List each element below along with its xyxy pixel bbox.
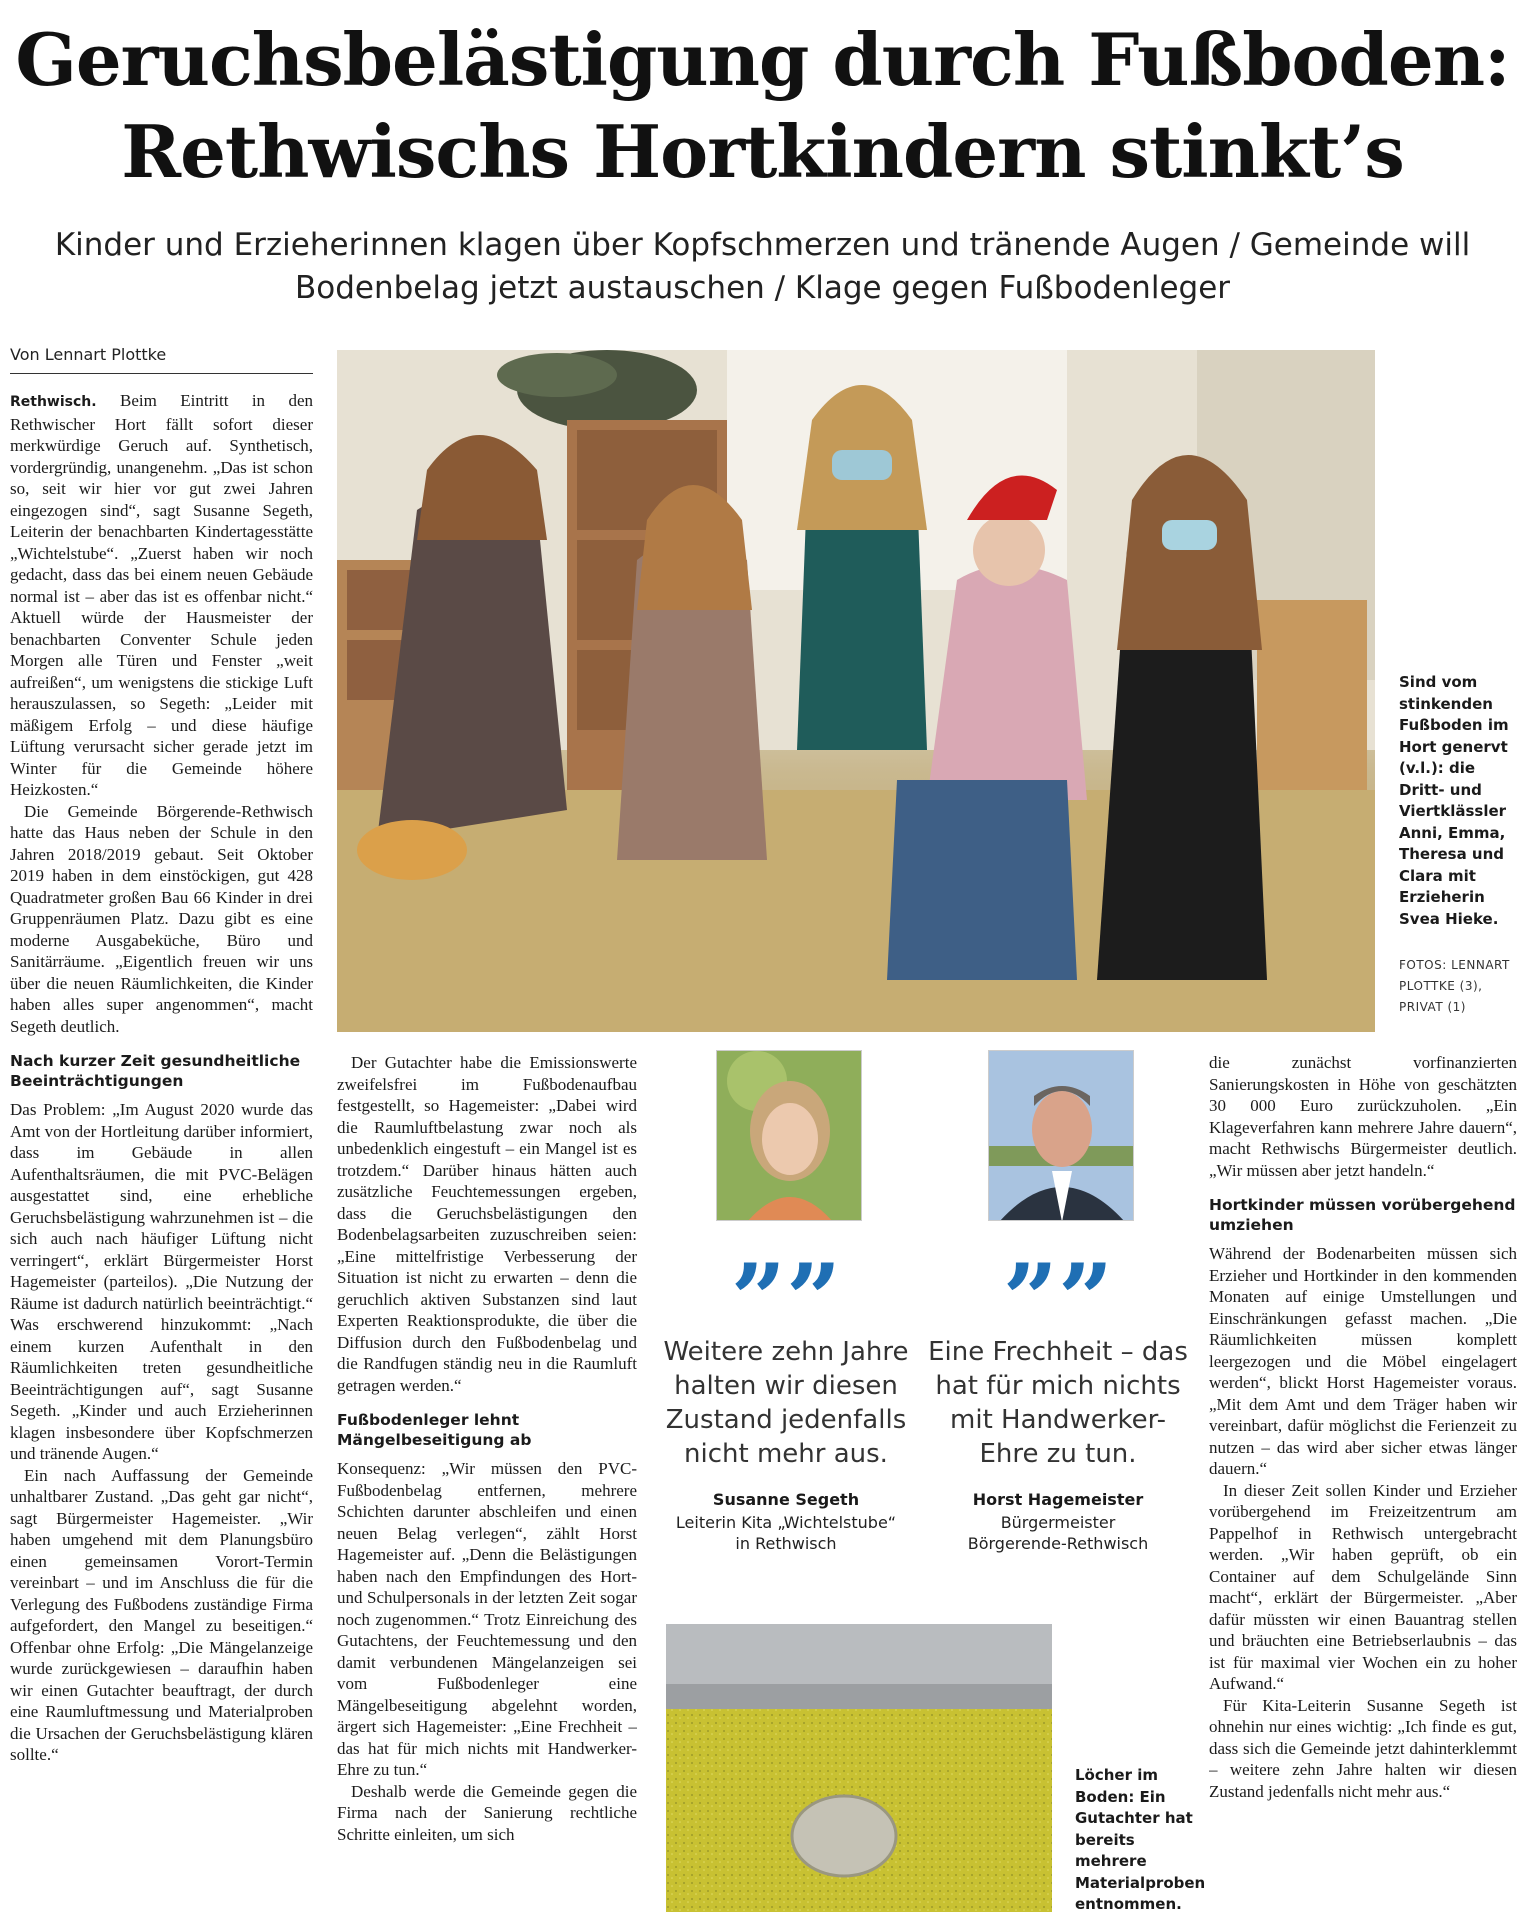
role-line-2: in Rethwisch xyxy=(735,1534,837,1553)
photo-credit: FOTOS: LENNART PLOTTKE (3), PRIVAT (1) xyxy=(1399,958,1510,1014)
portrait-susanne-segeth xyxy=(716,1050,862,1221)
article-column-2 xyxy=(337,1052,637,1912)
section-heading: Hortkinder müssen vorübergehend umziehen xyxy=(1209,1196,1516,1234)
floor-photo xyxy=(666,1624,1052,1912)
subheadline xyxy=(0,224,1525,310)
quote-author-role xyxy=(923,1512,1193,1554)
paragraph-text: Beim Eintritt in den Rethwischer Hort fällt sofort dieser merkwürdige Geruch auf. Synthetisch, vordergründig, unangenehm. „Das ist schon so, seit wir hier vor gut zwei Jahren eingezogen sind“, sagt Susanne Segeth, Leiterin der benachbarten Kindertagesstätte „Wichtelstube“. „Zuerst haben wir noch gedacht, dass das bei einem neuen Gebäude normal ist – aber das ist es offenbar nicht.“ Aktuell würde der Hausmeister der benachbarten Conventer Schule jeden Morgen alle Türen und Fenster „weit aufreißen“, um wenigstens die stickige Luft herauszulassen, so Segeth: „Leider mit mäßigem Erfolg – und diese häufige Lüftung verursacht sicher gerade jetzt im Winter für die Gemeinde höhere Heizkosten.“ xyxy=(10,391,313,799)
main-photo xyxy=(337,350,1375,1032)
quote-icon xyxy=(726,1243,846,1356)
portrait-image xyxy=(717,1051,862,1221)
article-column-4 xyxy=(1209,1052,1517,1912)
subheadline-line-2: Bodenbelag jetzt austauschen / Klage gegen Fußbodenleger xyxy=(294,270,1231,306)
paragraph: Ein nach Auffassung der Gemeinde unhaltbarer Zustand. „Das geht gar nicht“, sagt Bürgermeister Hagemeister. „Wir haben umgehend mit dem Planungsbüro einen gemeinsamen Vorort-Termin vereinbart – und im Anschluss die für die Verlegung des Fußbodens zuständige Firma aufgefordert, den Mangel zu beseitigen.“ Offenbar ohne Erfolg: „Die Mängelanzeige wurde zurückgewiesen – daraufhin haben wir einen Gutachter beauftragt, der durch eine Raumluftmessung und Materialproben die Ursachen der Geruchsbelästigung klären sollte.“ xyxy=(10,1465,313,1764)
dateline: Rethwisch. xyxy=(10,394,97,410)
role-line-2: Börgerende-Rethwisch xyxy=(967,1534,1149,1553)
paragraph xyxy=(10,390,313,801)
role-line-1: Bürgermeister xyxy=(1000,1513,1116,1532)
pull-quote-text: Eine Frechheit – das hat für mich nichts mit Handwerker-Ehre zu tun. xyxy=(928,1337,1188,1469)
paragraph: Das Problem: „Im August 2020 wurde das Amt von der Hortleitung darüber informiert, dass im Gebäude in allen Aufenthaltsräumen, die mit PVC-Belägen ausgestattet sind, eine erhebliche Geruchsbelästigung wahrzunehmen ist – die sich auch nach häufiger Lüftung nicht verringert“, erklärt Bürgermeister Horst Hagemeister (parteilos). „Die Nutzung der Räume ist dadurch natürlich beeinträchtigt.“ Was erschwerend hinzukommt: „Nach einem kurzen Aufenthalt in den Räumlichkeiten treten gesundheitliche Beeinträchtigungen auf“, sagt Susanne Segeth. „Kinder und auch Erzieherinnen klagen insbesondere über Kopfschmerzen und tränende Augen.“ xyxy=(10,1100,313,1463)
quote-glyph: ” xyxy=(730,1243,786,1356)
quote-author-name: Horst Hagemeister xyxy=(972,1490,1144,1509)
paragraph: Deshalb werde die Gemeinde gegen die Firma nach der Sanierung rechtliche Schritte einleiten, um sich xyxy=(337,1781,637,1844)
paragraph: die zunächst vorfinanzierten Sanierungskosten in Höhe von geschätzten 30 000 Euro zurückzuholen. „Ein Klageverfahren kann mehrere Jahre dauern“, macht Rethwischs Bürgermeister deutlich. „Wir müssen aber jetzt handeln.“ xyxy=(1209,1053,1517,1180)
portrait-horst-hagemeister xyxy=(988,1050,1134,1221)
floor-sample-image xyxy=(666,1624,1052,1912)
paragraph: Der Gutachter habe die Emissionswerte zweifelsfrei im Fußbodenaufbau festgestellt, so Hagemeister: „Dabei wird die Raumluftbelastung zwar noch als unbedenklich eingestuft – ein Mangel ist es trotzdem.“ Darüber hinaus hätten auch zusätzliche Feuchtemessungen ergeben, dass die Geruchsbelästigungen den Bodenbelagsarbeiten zuzuschreiben seien: „Eine mittelfristige Verbesserung der Situation ist nicht zu erwarten – denn die geruchlich aktiven Substanzen sind laut Experten Reaktionsprodukte, die über die Diffusion durch den Fußbodenbelag und die Randfugen ständig neu in die Raumluft getragen werden.“ xyxy=(337,1053,637,1395)
floor-photo-caption: Löcher im Boden: Ein Gutachter hat bereits mehrere Materialproben entnommen. xyxy=(1075,1766,1206,1913)
article-column-1 xyxy=(10,390,313,1912)
paragraph: Die Gemeinde Börgerende-Rethwisch hatte das Haus neben der Schule in den Jahren 2018/2019 gebaut. Seit Oktober 2019 haben in dem einstöckigen, gut 428 Quadratmeter großen Bau 66 Kinder in drei Gruppenräumen Platz. Dazu gibt es eine moderne Ausgabeküche, Büro und Sanitärräume. „Eigentlich freuen wir uns über die neuen Räumlichkeiten, die Kinder haben alles super angenommen“, macht Segeth deutlich. xyxy=(10,801,313,1036)
headline-line-2: Rethwischs Hortkindern stinkt’s xyxy=(121,109,1404,194)
pull-quote-text: Weitere zehn Jahre halten wir diesen Zustand jedenfalls nicht mehr aus. xyxy=(663,1337,909,1469)
section-heading: Fußbodenleger lehnt Mängelbeseitigung ab xyxy=(337,1411,532,1449)
headline-line-1: Geruchsbelästigung durch Fußboden: xyxy=(15,17,1510,102)
paragraph: In dieser Zeit sollen Kinder und Erzieher vorübergehend im Freizeitzentrum am Pappelhof in Rethwisch untergebracht werden. „Wir haben geprüft, ob ein Container auf dem Schulgelände Sinn macht“, erklärt der Bürgermeister. „Aber dafür müssten wir einen Bauantrag stellen und bräuchten eine Betriebserlaubnis – das ist für maximal vier Wochen ein zu hoher Aufwand.“ xyxy=(1209,1480,1517,1693)
portrait-image xyxy=(989,1051,1134,1221)
paragraph: Konsequenz: „Wir müssen den PVC-Fußbodenbelag entfernen, mehrere Schichten darunter abschleifen und einen neuen Belag verlegen“, zählt Horst Hagemeister auf. „Denn die Belästigungen haben nach den Empfindungen des Hort- und Schulpersonals in der letzten Zeit sogar noch zugenommen.“ Trotz Einreichung des Gutachtens, der Feuchtemessung und den damit verbundenen Mängelanzeigen sei vom Fußbodenleger eine Mängelbeseitigung abgelehnt worden, ärgert sich Hagemeister: „Eine Frechheit – das hat für mich nichts mit Handwerker-Ehre zu tun.“ xyxy=(337,1459,637,1779)
paragraph: Für Kita-Leiterin Susanne Segeth ist ohnehin nur eines wichtig: „Ich finde es gut, dass sich die Gemeinde jetzt dahinterklemmt – weitere zehn Jahre halten wir diesen Zustand jedenfalls nicht mehr aus.“ xyxy=(1209,1695,1517,1801)
quote-glyph: ” xyxy=(1002,1243,1058,1356)
quote-glyph: ” xyxy=(1058,1243,1114,1356)
role-line-1: Leiterin Kita „Wichtelstube“ xyxy=(675,1513,897,1532)
group-photo-illustration xyxy=(337,350,1375,1032)
photo-caption: Sind vom stinkenden Fußboden im Hort genervt (v.l.): die Dritt- und Viertklässler Anni, Emma, Theresa und Clara mit Erzieherin Svea Hieke. xyxy=(1399,673,1509,928)
paragraph: Während der Bodenarbeiten müssen sich Erzieher und Hortkinder in den kommenden Monaten auf einige Umstellungen und Einschränkungen gefasst machen. „Die Räumlichkeiten müssen komplett leergezogen und die Möbel eingelagert werden“, blickt Horst Hagemeister voraus. „Mit dem Amt und dem Träger haben wir vereinbart, dafür möglichst die Ferienzeit zu nutzen – das wird aber sicher etwas länger dauern.“ xyxy=(1209,1244,1517,1478)
byline: Von Lennart Plottke xyxy=(10,345,313,374)
quote-author-name: Susanne Segeth xyxy=(712,1490,860,1509)
quote-author-role xyxy=(651,1512,921,1554)
section-heading: Nach kurzer Zeit gesundheitliche Beeinträchtigungen xyxy=(10,1052,301,1090)
quote-glyph: ” xyxy=(786,1243,842,1356)
quote-icon xyxy=(998,1243,1118,1356)
headline xyxy=(0,14,1525,198)
subheadline-line-1: Kinder und Erzieherinnen klagen über Kopfschmerzen und tränende Augen / Gemeinde will xyxy=(54,227,1471,263)
